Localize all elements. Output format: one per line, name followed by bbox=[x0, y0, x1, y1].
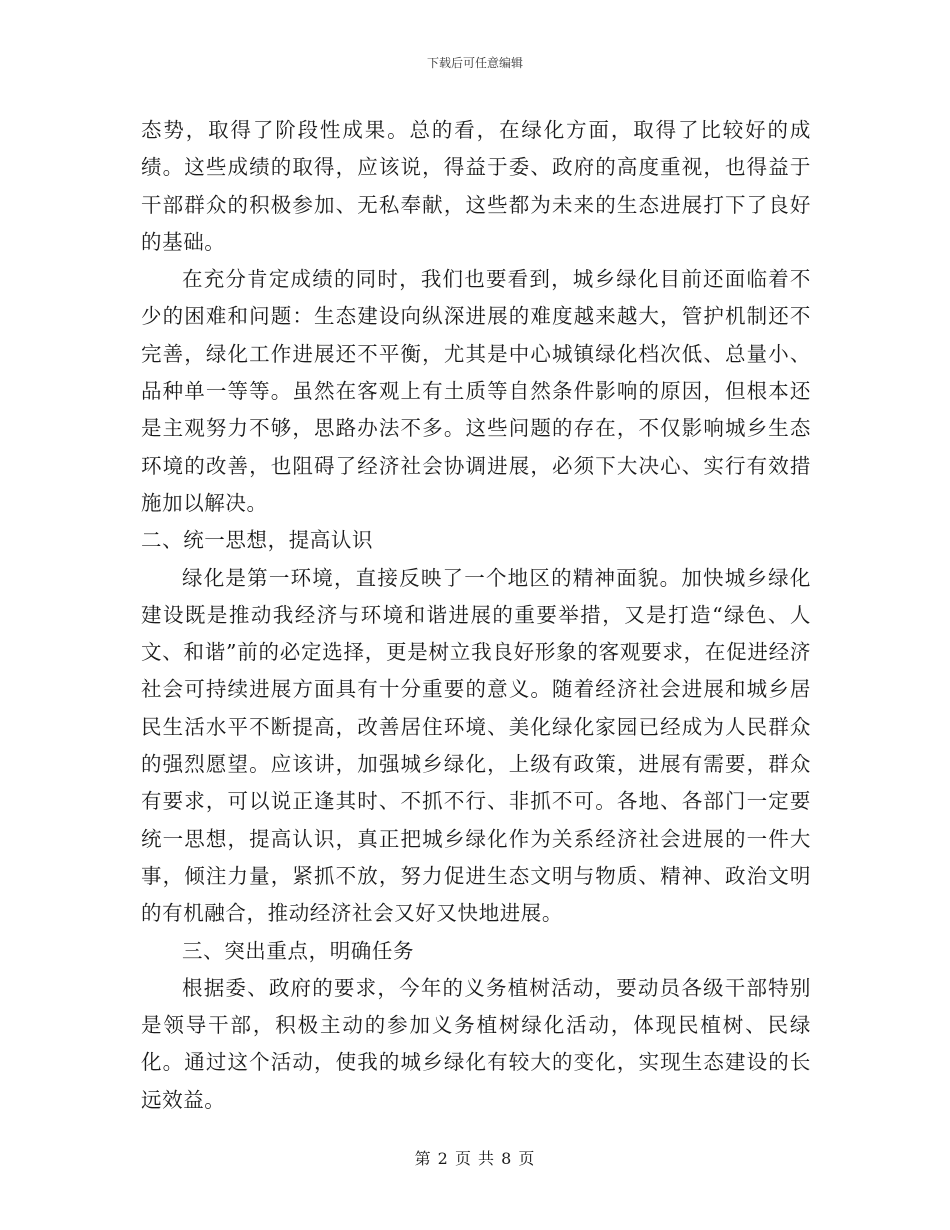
page-number: 第 2 页 共 8 页 bbox=[414, 1149, 536, 1168]
section-heading-3: 三、突出重点，明确任务 bbox=[182, 938, 415, 963]
paragraph-2: 在充分肯定成绩的同时，我们也要看到，城乡绿化目前还面临着不少的困难和问题：生态建设向纵深进展的难度越来越大，管护机制还不完善，绿化工作进展还不平衡，尤其是中心城镇绿化档次低、总量小、品种单一等等。虽然在客观上有土质等自然条件影响的原因，但根本还是主观努力不够，思路办法不多。这些问题的存在，不仅影响城乡生态环境的改善，也阻碍了经济社会协调进展，必须下大决心、实行有效措施加以解决。 bbox=[141, 267, 811, 515]
paragraph-4: 根据委、政府的要求，今年的义务植树活动，要动员各级干部特别是领导干部，积极主动的参加义务植树绿化活动，体现民植树、民绿化。通过这个活动，使我的城乡绿化有较大的变化，实现生态建设的长远效益。 bbox=[141, 975, 811, 1112]
page-header: 下载后可任意编辑 bbox=[426, 56, 523, 70]
paragraph-1: 态势，取得了阶段性成果。总的看，在绿化方面，取得了比较好的成绩。这些成绩的取得，应该说，得益于委、政府的高度重视，也得益于干部群众的积极参加、无私奉献，这些都为未来的生态进展打下了良好的基础。 bbox=[141, 118, 811, 254]
document-body bbox=[141, 112, 811, 1119]
paragraph-3: 绿化是第一环境，直接反映了一个地区的精神面貌。加快城乡绿化建设既是推动我经济与环境和谐进展的重要举措，又是打造“绿色、人文、和谐”前的必定选择，更是树立我良好形象的客观要求，在促进经济社会可持续进展方面具有十分重要的意义。随着经济社会进展和城乡居民生活水平不断提高，改善居住环境、美化绿化家园已经成为人民群众的强烈愿望。应该讲，加强城乡绿化，上级有政策，进展有需要，群众有要求，可以说正逢其时、不抓不行、非抓不可。各地、各部门一定要统一思想，提高认识，真正把城乡绿化作为关系经济社会进展的一件大事，倾注力量，紧抓不放，努力促进生态文明与物质、精神、政治文明的有机融合，推动经济社会又好又快地进展。 bbox=[141, 565, 811, 926]
section-heading-2: 二、统一思想，提高认识 bbox=[141, 528, 374, 553]
